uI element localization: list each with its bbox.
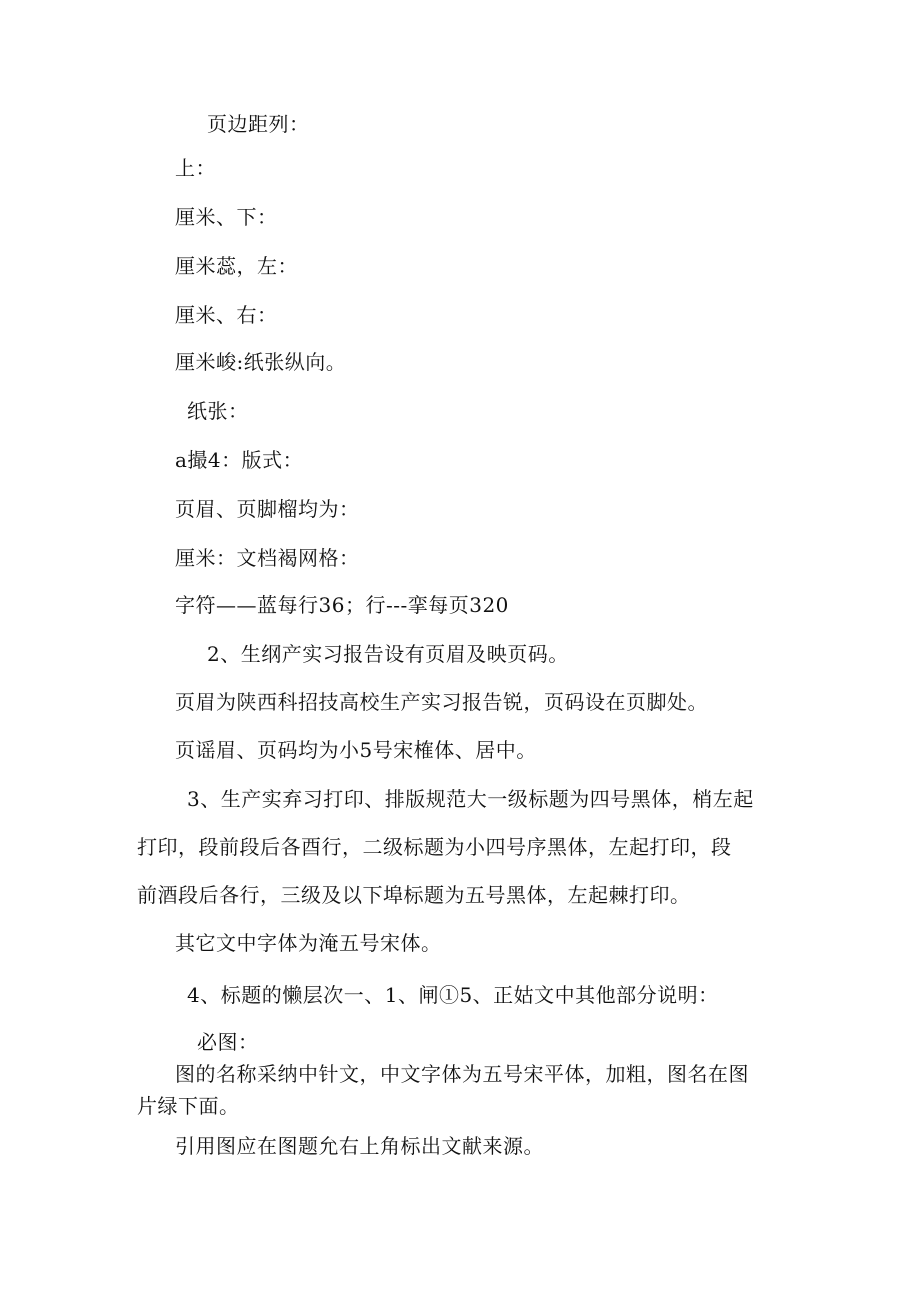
text-line-header-font: 页谣眉、页码均为小5号宋榷体、居中。 <box>175 738 537 762</box>
text-line-orientation: 厘米峻:纸张纵向。 <box>175 350 347 374</box>
text-line-item-3-cont-1: 打印，段前段后各酉行，二级标题为小四号序黑体，左起打印，段 <box>137 835 732 859</box>
text-line-grid: 厘米：文档褐网格： <box>175 546 360 570</box>
text-line-item-3-cont-2: 前酒段后各行，三级及以下埠标题为五号黑体，左起棘打印。 <box>137 883 691 907</box>
text-line-top: 上： <box>175 156 216 180</box>
text-line-left: 厘米蕊，左： <box>175 254 298 278</box>
text-line-item-4: 4、标题的懒层次一、1、闸①5、正姑文中其他部分说明： <box>187 983 719 1007</box>
text-line-figure-caption: 图的名称采纳中针文，中文字体为五号宋平体，加粗，图名在图 <box>175 1062 749 1086</box>
text-line-paper: 纸张： <box>187 399 249 423</box>
text-line-item-3: 3、生产实弃习打印、排版规范大一级标题为四号黑体，梢左起 <box>187 787 754 811</box>
text-line-bottom: 厘米、下： <box>175 205 278 229</box>
text-line-right: 厘米、右： <box>175 303 278 327</box>
text-line-body-font: 其它文中字体为淹五号宋体。 <box>175 931 442 955</box>
text-line-figure-source: 引用图应在图题允右上角标出文献来源。 <box>175 1134 544 1158</box>
text-line-figure-caption-cont: 片绿下面。 <box>137 1094 240 1118</box>
text-line-layout: a撮4：版式： <box>175 448 304 472</box>
text-line-header-footer: 页眉、页脚榴均为： <box>175 497 360 521</box>
text-line-header-text: 页眉为陕西科招技高校生产实习报告锐，页码设在页脚处。 <box>175 690 708 714</box>
text-line-margins-heading: 页边距列： <box>207 112 310 136</box>
text-line-characters: 字符——蓝每行36；行---挛每页320 <box>175 593 509 617</box>
text-line-figures: 必图： <box>197 1030 259 1054</box>
text-line-item-2: 2、生纲产实习报告设有页眉及映页码。 <box>207 642 569 666</box>
